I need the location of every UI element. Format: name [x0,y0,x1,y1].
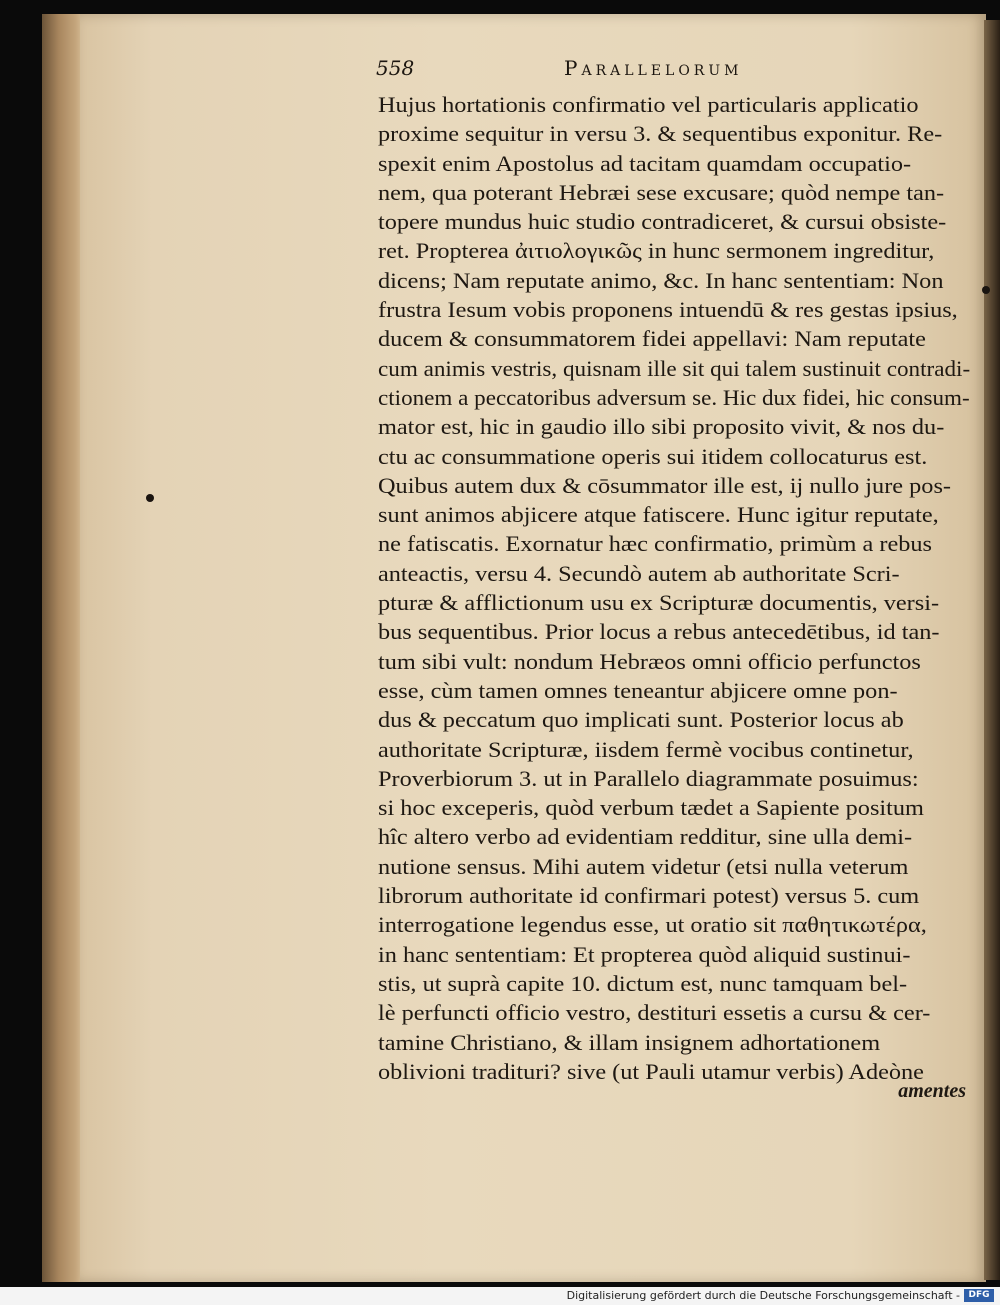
text-line: stis, ut suprà capite 10. dictum est, nunc tamquam bel- [378,970,908,996]
main-text [378,90,976,1086]
text-line: Quibus autem dux & cōsummator ille est, ij nullo jure pos- [378,472,952,498]
text-line: bus sequentibus. Prior locus a rebus antecedētibus, id tan- [378,619,940,645]
ink-spot-right [982,286,990,294]
text-line: tamine Christiano, & illam insignem adhortationem [378,1029,881,1055]
funding-credit: Digitalisierung gefördert durch die Deutsche Forschungsgemeinschaft - [566,1289,960,1302]
ink-spot-left [146,494,154,502]
footer-bar [0,1287,1000,1305]
text-line: authoritate Scripturæ, iisdem fermè vocibus continetur, [378,736,914,762]
page-edge-left [42,14,84,1282]
running-title: Parallelorum [564,56,743,80]
text-line: esse, cùm tamen omnes teneantur abjicere omne pon- [378,677,898,703]
text-line: in hanc sententiam: Et propterea quòd aliquid sustinui- [378,941,911,967]
text-line: dicens; Nam reputate animo, &c. In hanc sententiam: Non [378,267,944,293]
text-line: si hoc exceperis, quòd verbum tædet a Sapiente positum [378,795,924,821]
text-line: spexit enim Apostolus ad tacitam quamdam occupatio- [378,150,912,176]
text-line: sunt animos abjicere atque fatiscere. Hunc igitur reputate, [378,502,939,528]
text-line: oblivioni tradituri? sive (ut Pauli utamur verbis) Adeòne [378,1058,924,1084]
text-line: mator est, hic in gaudio illo sibi proposito vivit, & nos du- [378,414,945,440]
page-header [376,52,816,82]
dfg-logo-icon: DFG [964,1289,994,1302]
text-line: anteactis, versu 4. Secundò autem ab authoritate Scri- [378,560,900,586]
text-line: pturæ & afflictionum usu ex Scripturæ documentis, versi- [378,590,940,616]
text-line: topere mundus huic studio contradiceret, & cursui obsiste- [378,209,947,235]
page-edge-right [984,20,1000,1280]
text-line: dus & peccatum quo implicati sunt. Posterior locus ab [378,707,904,733]
text-line: ret. Propterea ἀιτιολογικῶς in hunc sermonem ingreditur, [378,238,935,264]
catchword: amentes [898,1080,966,1102]
text-line: interrogatione legendus esse, ut oratio sit παθητικωτέρα, [378,912,927,938]
text-line: ctu ac consummatione operis sui itidem collocaturus est. [378,443,928,469]
text-line: nutione sensus. Mihi autem videtur (etsi nulla veterum [378,853,909,879]
text-line: nem, qua poterant Hebræi sese excusare; quòd nempe tan- [378,179,945,205]
text-line: lè perfuncti officio vestro, destituri essetis a cursu & cer- [378,1000,931,1026]
text-line: Proverbiorum 3. ut in Parallelo diagrammate posuimus: [378,765,919,791]
text-line: librorum authoritate id confirmari potest) versus 5. cum [378,883,920,909]
text-line: ctionem a peccatoribus adversum se. Hic dux fidei, hic consum- [378,384,970,410]
text-line: cum animis vestris, quisnam ille sit qui talem sustinuit contradi- [378,355,970,381]
text-line: ne fatiscatis. Exornatur hæc confirmatio, primùm a rebus [378,531,933,557]
text-line: tum sibi vult: nondum Hebræos omni officio perfunctos [378,648,921,674]
text-line: ducem & consummatorem fidei appellavi: Nam reputate [378,326,926,352]
text-line: hîc altero verbo ad evidentiam redditur, sine ulla demi- [378,824,913,850]
text-line: proxime sequitur in versu 3. & sequentibus exponitur. Re- [378,121,943,147]
text-line: frustra Iesum vobis proponens intuendū & res gestas ipsius, [378,297,958,323]
page-number: 558 [376,56,415,80]
text-line: Hujus hortationis confirmatio vel particularis applicatio [378,92,919,117]
